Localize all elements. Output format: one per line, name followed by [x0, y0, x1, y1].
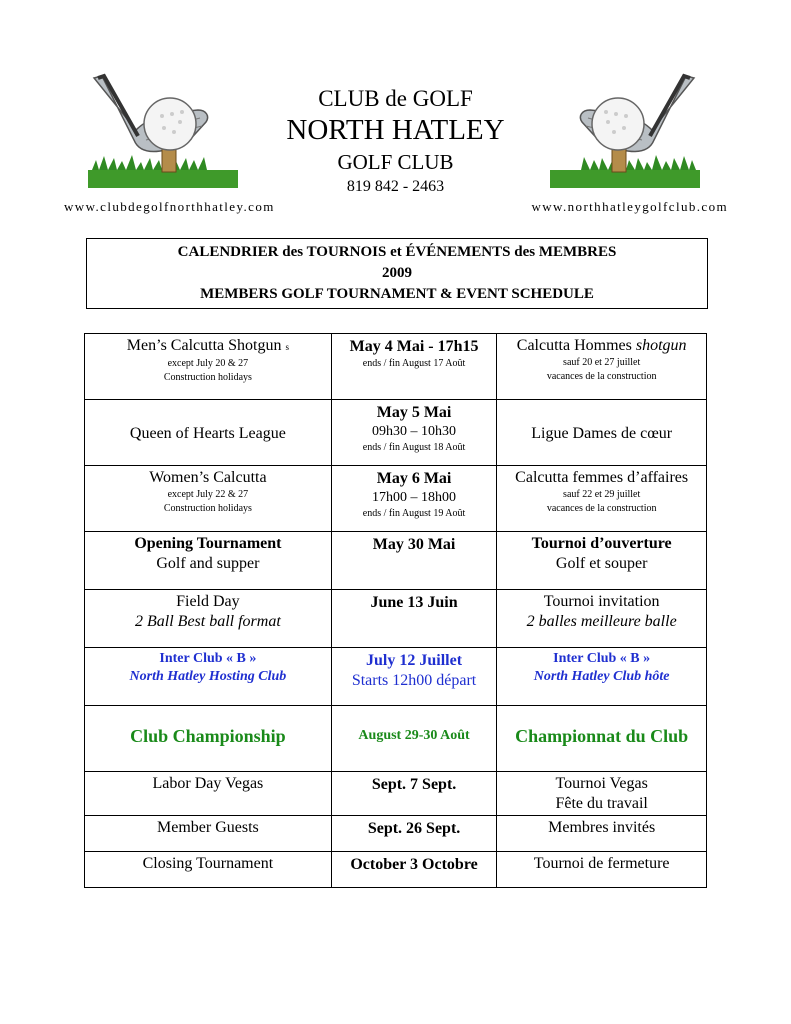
event-date — [331, 852, 497, 888]
club-name: NORTH HATLEY — [286, 114, 505, 146]
date-text: May 30 Mai — [372, 536, 456, 553]
date-text: Sept. 26 Sept. — [367, 820, 461, 837]
event-english — [85, 334, 332, 400]
event-french — [497, 706, 707, 772]
event-date — [331, 466, 497, 532]
event-name: Inter Club « B » — [553, 651, 651, 666]
club-name-english: GOLF CLUB — [337, 150, 454, 174]
date-text: October 3 Octobre — [350, 856, 478, 873]
table-row — [85, 706, 707, 772]
event-note: except July 22 & 27 — [167, 489, 249, 500]
date-note: ends / fin August 18 Août — [362, 442, 466, 453]
event-french — [497, 400, 707, 466]
event-subtitle: North Hatley Club hôte — [533, 669, 670, 684]
title-year: 2009 — [382, 265, 412, 281]
event-subtitle: 2 balles meilleure balle — [526, 613, 677, 630]
event-english — [85, 590, 332, 648]
event-english — [85, 706, 332, 772]
website-english-link[interactable]: www.northhatleygolfclub.com — [531, 199, 728, 214]
event-english — [85, 466, 332, 532]
event-name-suffix: s — [285, 342, 289, 352]
event-name: Tournoi de fermeture — [533, 855, 670, 872]
event-english — [85, 852, 332, 888]
table-row — [85, 590, 707, 648]
event-subtitle: 2 Ball Best ball format — [135, 613, 281, 630]
event-name: Calcutta femmes d’affaires — [515, 469, 689, 486]
event-subtitle: North Hatley Hosting Club — [129, 669, 287, 684]
event-date — [331, 772, 497, 816]
event-name: Membres invités — [548, 819, 656, 836]
title-english: MEMBERS GOLF TOURNAMENT & EVENT SCHEDULE — [200, 286, 594, 302]
event-name: Labor Day Vegas — [152, 775, 264, 792]
event-english — [85, 400, 332, 466]
time-text: Starts 12h00 départ — [351, 672, 477, 689]
event-date — [331, 334, 497, 400]
event-name: Opening Tournament — [134, 535, 282, 552]
event-name: Tournoi d’ouverture — [531, 535, 672, 552]
event-english — [85, 772, 332, 816]
date-text: August 29-30 Août — [358, 728, 470, 743]
event-note: sauf 20 et 27 juillet — [563, 357, 641, 368]
event-french — [497, 648, 707, 706]
date-note: ends / fin August 19 Août — [362, 508, 466, 519]
date-text: June 13 Juin — [370, 594, 458, 611]
event-date — [331, 532, 497, 590]
event-name: Championnat du Club — [515, 726, 689, 746]
event-note: Construction holidays — [163, 372, 252, 383]
event-name: Women’s Calcutta — [149, 469, 267, 486]
event-note: vacances de la construction — [546, 371, 657, 382]
event-name: Men’s Calcutta Shotgun — [126, 337, 282, 354]
event-subtitle: Golf et souper — [555, 555, 648, 572]
event-english — [85, 816, 332, 852]
time-text: 09h30 – 10h30 — [372, 424, 457, 439]
event-date — [331, 816, 497, 852]
schedule-title-box — [86, 238, 708, 309]
date-text: May 6 Mai — [376, 470, 452, 487]
event-english — [85, 648, 332, 706]
table-row — [85, 648, 707, 706]
event-name: Field Day — [176, 593, 240, 610]
event-french — [497, 466, 707, 532]
event-note: vacances de la construction — [546, 503, 657, 514]
event-note: Construction holidays — [163, 503, 252, 514]
table-row — [85, 816, 707, 852]
table-row — [85, 466, 707, 532]
event-date — [331, 400, 497, 466]
event-note: except July 20 & 27 — [167, 358, 249, 369]
table-row — [85, 852, 707, 888]
event-french — [497, 532, 707, 590]
date-text: May 4 Mai - 17h15 — [349, 338, 479, 355]
event-name-italic: shotgun — [635, 337, 687, 354]
event-date — [331, 706, 497, 772]
title-french: CALENDRIER des TOURNOIS et ÉVÉNEMENTS des MEMBRES — [177, 244, 617, 260]
date-text: Sept. 7 Sept. — [371, 776, 457, 793]
event-note: sauf 22 et 29 juillet — [563, 489, 641, 500]
event-name: Ligue Dames de cœur — [531, 424, 673, 442]
event-english — [85, 532, 332, 590]
phone-number: 819 842 - 2463 — [346, 178, 445, 195]
event-subtitle: Golf and supper — [156, 555, 260, 572]
event-name: Closing Tournament — [142, 855, 274, 872]
event-name: Member Guests — [157, 819, 259, 836]
event-date — [331, 590, 497, 648]
event-french — [497, 772, 707, 816]
letterhead — [0, 0, 791, 220]
event-name: Calcutta Hommes — [516, 337, 636, 354]
table-row — [85, 400, 707, 466]
table-row — [85, 532, 707, 590]
event-name: Queen of Hearts League — [129, 424, 286, 442]
event-french — [497, 816, 707, 852]
table-row — [85, 334, 707, 400]
event-subtitle: Fête du travail — [555, 795, 648, 812]
time-text: 17h00 – 18h00 — [372, 490, 457, 505]
event-name: Tournoi invitation — [543, 593, 660, 610]
event-french — [497, 334, 707, 400]
club-name-french: CLUB de GOLF — [318, 86, 473, 111]
event-french — [497, 852, 707, 888]
table-row — [85, 772, 707, 816]
event-name: Club Championship — [130, 726, 286, 746]
event-french — [497, 590, 707, 648]
website-french-link[interactable]: www.clubdegolfnorthhatley.com — [64, 199, 275, 214]
date-text: May 5 Mai — [376, 404, 452, 421]
date-text: July 12 Juillet — [366, 652, 463, 669]
event-date — [331, 648, 497, 706]
schedule-table — [84, 333, 707, 888]
event-name: Tournoi Vegas — [555, 775, 648, 792]
date-note: ends / fin August 17 Août — [362, 358, 466, 369]
event-name: Inter Club « B » — [159, 651, 257, 666]
